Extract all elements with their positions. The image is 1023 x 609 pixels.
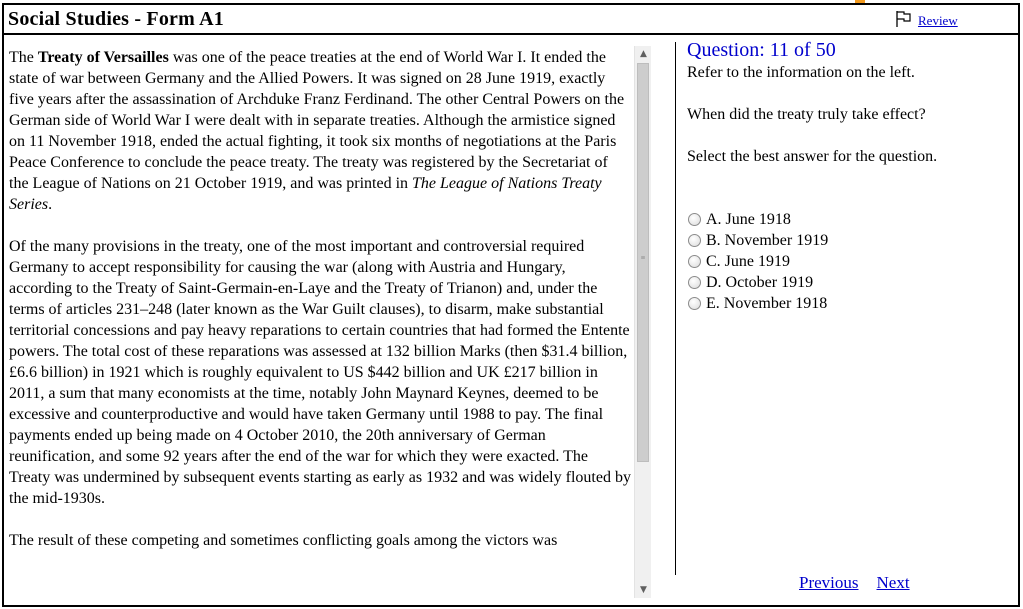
passage-text: .	[48, 196, 53, 213]
radio-button[interactable]	[688, 276, 701, 289]
question-reference: Refer to the information on the left.	[687, 64, 915, 81]
pane-divider	[675, 42, 676, 575]
flag-icon[interactable]	[894, 10, 912, 28]
option-label: D. October 1919	[706, 273, 814, 291]
option-label: E. November 1918	[706, 294, 828, 312]
scroll-thumb[interactable]	[637, 63, 649, 462]
reading-passage[interactable]	[6, 47, 631, 595]
radio-button[interactable]	[688, 234, 701, 247]
question-navigation	[799, 573, 910, 593]
question-pane	[687, 38, 1007, 314]
answer-option-c[interactable]	[687, 251, 1007, 272]
passage-paragraph: The result of these competing and sometimes conflicting goals among the victors was	[9, 532, 558, 549]
radio-button[interactable]	[688, 255, 701, 268]
passage-scrollbar[interactable]	[634, 46, 651, 598]
question-number: Question: 11 of 50	[687, 39, 836, 61]
test-window	[2, 3, 1020, 607]
answer-option-e[interactable]	[687, 293, 1007, 314]
passage-italic-title: The League of Nations Treaty Series	[9, 175, 602, 213]
answer-option-d[interactable]	[687, 272, 1007, 293]
grip-icon: ≡	[640, 253, 646, 262]
question-instruction: Select the best answer for the question.	[687, 148, 938, 165]
page-title: Social Studies - Form A1	[8, 8, 224, 30]
radio-button[interactable]	[688, 297, 701, 310]
answer-options	[687, 209, 1007, 314]
radio-button[interactable]	[688, 213, 701, 226]
passage-paragraph: Of the many provisions in the treaty, one of the most important and controversial required Germany to accept responsibility for causing the war (along with Austria and Hungary, according to the Treaty of Saint-Germain-en-Laye and the Treaty of Trianon) and, under the terms of articles 231–248 (later known as the War Guilt clauses), to disarm, make substantial territorial concessions and pay heavy reparations to certain countries that had formed the Entente powers. The total cost of these reparations was assessed at 132 billion Marks (then $31.4 billion, £6.6 billion) in 1921 which is roughly equivalent to US $442 billion and UK £217 billion in 2011, a sum that many economists at the time, notably John Maynard Keynes, deemed to be excessive and counterproductive and would have taken Germany until 1988 to pay. The final payments ended up being made on 4 October 2010, the 20th anniversary of German reunification, and some 92 years after the end of the war for which they were exacted. The Treaty was undermined by subsequent events starting as early as 1932 and was widely flouted by the mid-1930s.	[9, 238, 631, 507]
option-label: C. June 1919	[706, 252, 790, 270]
answer-option-b[interactable]	[687, 230, 1007, 251]
next-link[interactable]: Next	[876, 573, 910, 592]
scroll-up-arrow-icon[interactable]: ▲	[640, 49, 647, 59]
passage-text: was one of the peace treaties at the end of World War I. It ended the state of war between Germany and the Allied Powers. It was signed on 28 June 1919, exactly five years after the assassination of Archduke Franz Ferdinand. The other Central Powers on the German side of World War I were dealt with in separate treaties. Although the armistice signed on 11 November 1918, ended the actual fighting, it took six months of negotiations at the Paris Peace Conference to conclude the peace treaty. The treaty was registered by the Secretariat of the League of Nations on 21 October 1919, and was printed in	[9, 49, 625, 192]
passage-text: The	[9, 49, 38, 66]
review-link[interactable]: Review	[918, 13, 958, 28]
option-label: B. November 1919	[706, 231, 829, 249]
review-control[interactable]	[894, 9, 958, 29]
header-bar	[4, 5, 1018, 35]
passage-bold-term: Treaty of Versailles	[37, 49, 169, 66]
scroll-down-arrow-icon[interactable]: ▼	[640, 585, 647, 595]
previous-link[interactable]: Previous	[799, 573, 859, 592]
question-stem: When did the treaty truly take effect?	[687, 106, 926, 123]
option-label: A. June 1918	[706, 210, 791, 228]
answer-option-a[interactable]	[687, 209, 1007, 230]
passage-paragraph	[6, 47, 631, 215]
